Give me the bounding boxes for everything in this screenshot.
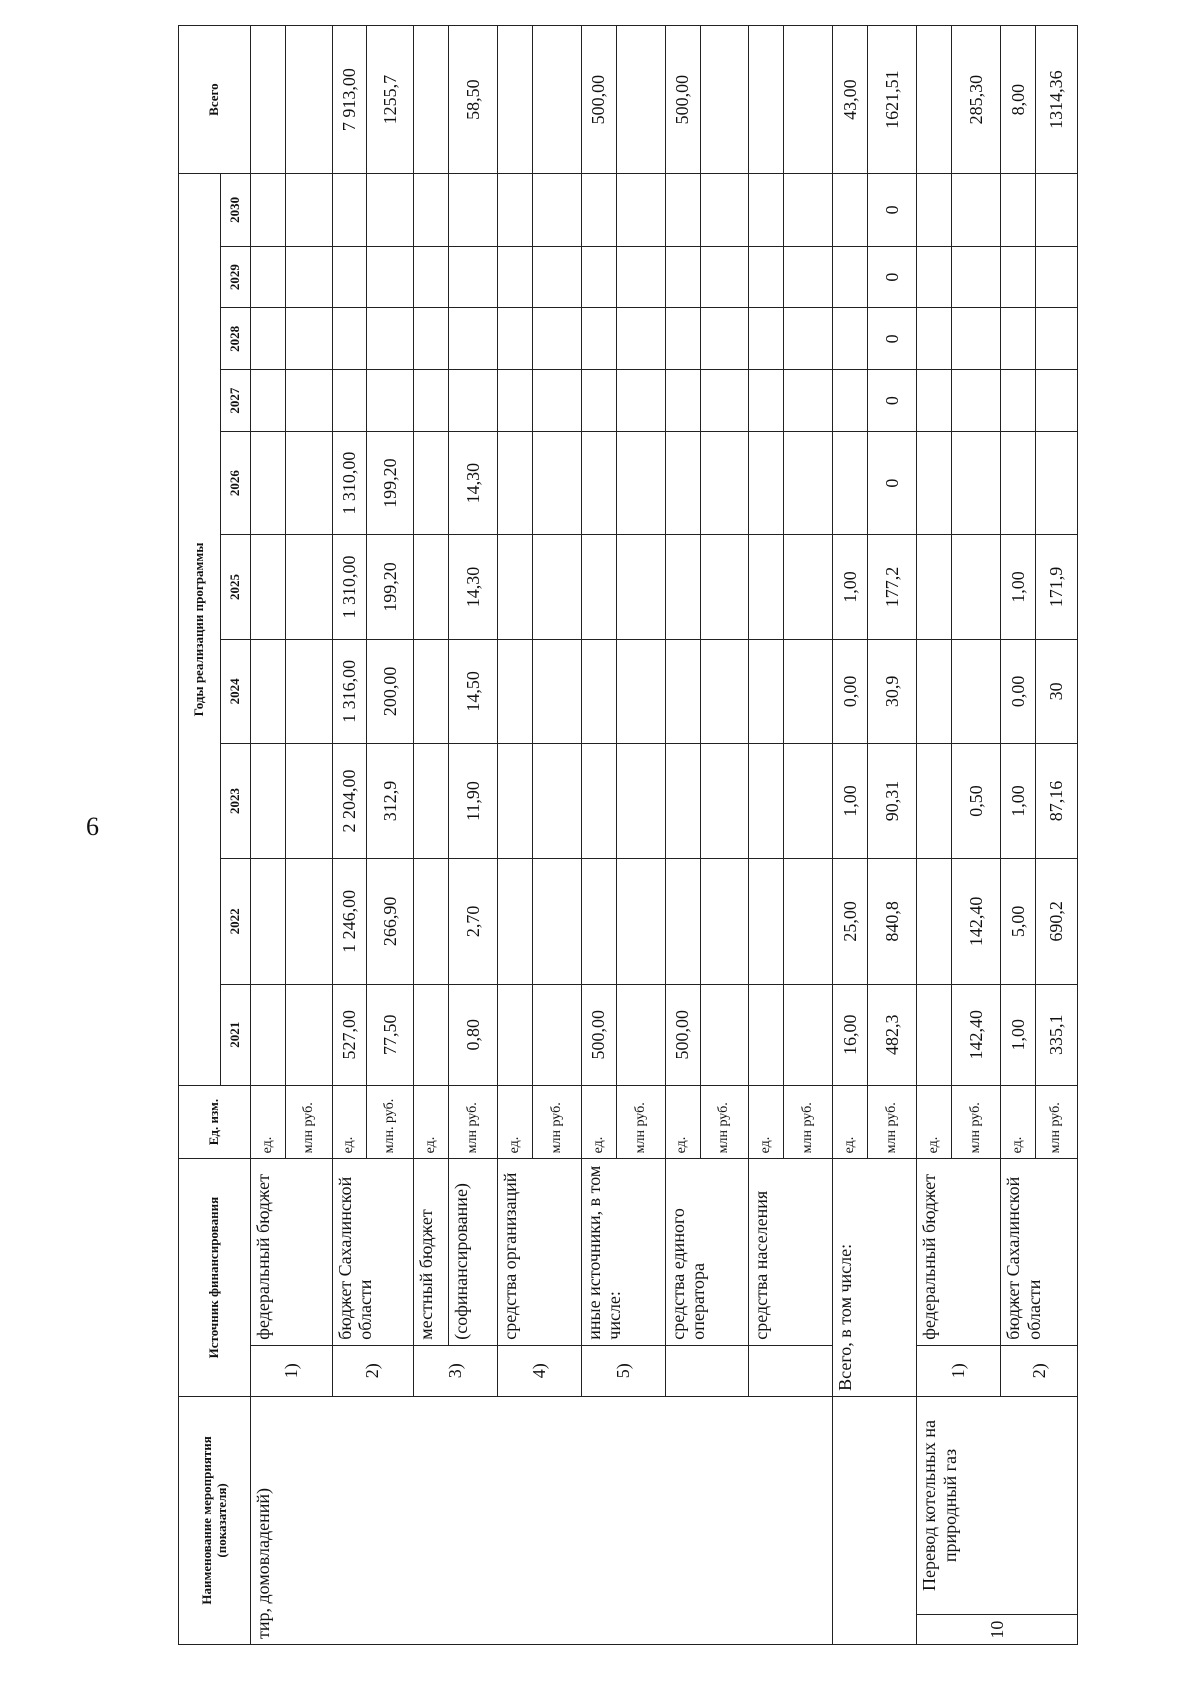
year-value-cell <box>616 535 665 639</box>
page-number: 6 <box>86 812 99 841</box>
year-value-cell: 500,00 <box>581 984 616 1085</box>
year-value-cell <box>952 639 1001 743</box>
year-value-cell <box>952 535 1001 639</box>
year-value-cell <box>1035 308 1077 370</box>
year-value-cell <box>497 431 532 534</box>
source-index: 4) <box>497 1345 581 1396</box>
year-value-cell <box>285 535 332 639</box>
year-value-cell <box>784 859 833 985</box>
source-single-operator: средства единого оператора <box>665 1159 749 1345</box>
year-value-cell <box>784 535 833 639</box>
year-value-cell: 527,00 <box>332 984 367 1085</box>
year-value-cell <box>448 308 497 370</box>
year-value-cell <box>1000 246 1035 308</box>
source-local-budget: местный бюджет <box>414 1159 449 1345</box>
total-value-cell: 1255,7 <box>367 26 414 174</box>
year-value-cell <box>917 859 952 985</box>
year-value-cell: 690,2 <box>1035 859 1077 985</box>
year-value-cell <box>665 744 700 859</box>
total-value-cell: 1621,51 <box>868 26 917 174</box>
source-index: 2) <box>332 1345 414 1396</box>
year-value-cell <box>1035 370 1077 432</box>
header-year: 2022 <box>221 859 251 985</box>
year-value-cell <box>616 744 665 859</box>
year-value-cell <box>414 370 449 432</box>
unit-cell: ед. <box>833 1085 868 1158</box>
year-value-cell: 0,00 <box>1000 639 1035 743</box>
year-value-cell: 77,50 <box>367 984 414 1085</box>
year-value-cell <box>1035 174 1077 247</box>
total-value-cell: 58,50 <box>448 26 497 174</box>
year-value-cell: 312,9 <box>367 744 414 859</box>
year-value-cell <box>952 308 1001 370</box>
year-value-cell <box>952 370 1001 432</box>
year-value-cell: 11,90 <box>448 744 497 859</box>
year-value-cell <box>414 984 449 1085</box>
year-value-cell <box>665 308 700 370</box>
year-value-cell: 0,00 <box>833 639 868 743</box>
year-value-cell <box>700 984 749 1085</box>
header-measure: Наименование мероприятия (показателя) <box>179 1396 251 1644</box>
source-organizations: средства организаций <box>497 1159 581 1345</box>
total-value-cell <box>532 26 581 174</box>
year-value-cell: 177,2 <box>868 535 917 639</box>
unit-cell: млн руб. <box>784 1085 833 1158</box>
header-unit: Ед. изм. <box>179 1085 251 1158</box>
year-value-cell <box>665 431 700 534</box>
source-other: иные источники, в том числе: <box>581 1159 665 1345</box>
year-value-cell <box>251 174 286 247</box>
source-population: средства населения <box>749 1159 833 1345</box>
header-year: 2028 <box>221 308 251 370</box>
year-value-cell: 482,3 <box>868 984 917 1085</box>
year-value-cell <box>616 308 665 370</box>
year-value-cell <box>367 308 414 370</box>
year-value-cell <box>332 174 367 247</box>
year-value-cell <box>952 246 1001 308</box>
year-value-cell <box>532 174 581 247</box>
year-value-cell <box>497 859 532 985</box>
header-years-group: Годы реализации программы <box>179 174 221 1086</box>
year-value-cell <box>833 370 868 432</box>
header-year: 2023 <box>221 744 251 859</box>
total-value-cell: 43,00 <box>833 26 868 174</box>
year-value-cell <box>581 370 616 432</box>
year-value-cell: 1,00 <box>1000 535 1035 639</box>
year-value-cell <box>749 639 784 743</box>
unit-cell: млн руб. <box>285 1085 332 1158</box>
year-value-cell <box>1000 370 1035 432</box>
year-value-cell <box>784 308 833 370</box>
year-value-cell <box>749 431 784 534</box>
total-value-cell <box>251 26 286 174</box>
unit-cell: ед. <box>497 1085 532 1158</box>
total-value-cell: 7 913,00 <box>332 26 367 174</box>
year-value-cell <box>497 370 532 432</box>
unit-cell: ед. <box>917 1085 952 1158</box>
total-value-cell <box>700 26 749 174</box>
year-value-cell: 335,1 <box>1035 984 1077 1085</box>
year-value-cell <box>784 174 833 247</box>
year-value-cell <box>917 370 952 432</box>
year-value-cell: 30 <box>1035 639 1077 743</box>
year-value-cell: 0 <box>868 174 917 247</box>
year-value-cell: 0,50 <box>952 744 1001 859</box>
year-value-cell <box>749 246 784 308</box>
year-value-cell <box>917 639 952 743</box>
year-value-cell <box>700 246 749 308</box>
year-value-cell: 1,00 <box>1000 744 1035 859</box>
year-value-cell <box>749 308 784 370</box>
unit-cell: ед. <box>665 1085 700 1158</box>
year-value-cell <box>532 246 581 308</box>
header-total: Всего <box>179 26 251 174</box>
year-value-cell: 90,31 <box>868 744 917 859</box>
year-value-cell <box>251 639 286 743</box>
year-value-cell <box>700 431 749 534</box>
header-source: Источник финансирования <box>179 1159 251 1397</box>
year-value-cell <box>414 308 449 370</box>
year-value-cell <box>917 984 952 1085</box>
year-value-cell <box>784 246 833 308</box>
total-value-cell <box>749 26 784 174</box>
header-year: 2030 <box>221 174 251 247</box>
year-value-cell <box>1000 431 1035 534</box>
source-federal-budget: федеральный бюджет <box>251 1159 333 1345</box>
source-index: 3) <box>414 1345 498 1396</box>
total-value-cell: 500,00 <box>581 26 616 174</box>
year-value-cell <box>285 174 332 247</box>
year-value-cell <box>532 370 581 432</box>
year-value-cell <box>952 174 1001 247</box>
year-value-cell: 266,90 <box>367 859 414 985</box>
total-value-cell <box>414 26 449 174</box>
header-year: 2021 <box>221 984 251 1085</box>
year-value-cell <box>367 174 414 247</box>
year-value-cell <box>497 984 532 1085</box>
year-value-cell: 87,16 <box>1035 744 1077 859</box>
year-value-cell <box>414 246 449 308</box>
year-value-cell <box>784 984 833 1085</box>
total-value-cell: 1314,36 <box>1035 26 1077 174</box>
year-value-cell <box>581 246 616 308</box>
year-value-cell <box>532 431 581 534</box>
year-value-cell <box>665 535 700 639</box>
year-value-cell <box>616 859 665 985</box>
year-value-cell <box>251 984 286 1085</box>
year-value-cell <box>581 744 616 859</box>
year-value-cell <box>448 370 497 432</box>
total-value-cell <box>497 26 532 174</box>
year-value-cell <box>251 370 286 432</box>
year-value-cell <box>833 431 868 534</box>
year-value-cell <box>532 308 581 370</box>
year-value-cell <box>784 370 833 432</box>
rotated-table-area <box>178 25 1078 1702</box>
year-value-cell <box>497 308 532 370</box>
year-value-cell <box>665 246 700 308</box>
year-value-cell <box>833 174 868 247</box>
year-value-cell <box>532 859 581 985</box>
year-value-cell <box>251 744 286 859</box>
year-value-cell <box>414 859 449 985</box>
year-value-cell <box>414 744 449 859</box>
year-value-cell <box>581 431 616 534</box>
year-value-cell <box>332 308 367 370</box>
unit-cell: млн руб. <box>448 1085 497 1158</box>
year-value-cell: 25,00 <box>833 859 868 985</box>
unit-cell: млн руб. <box>952 1085 1001 1158</box>
source-sakhalin-budget: бюджет Сахалинской области <box>332 1159 414 1345</box>
year-value-cell <box>581 308 616 370</box>
total-value-cell <box>285 26 332 174</box>
year-value-cell <box>616 174 665 247</box>
year-value-cell <box>285 744 332 859</box>
year-value-cell <box>285 984 332 1085</box>
year-value-cell: 199,20 <box>367 431 414 534</box>
year-value-cell <box>497 639 532 743</box>
unit-cell: ед. <box>414 1085 449 1158</box>
year-value-cell <box>917 744 952 859</box>
year-value-cell <box>581 174 616 247</box>
unit-cell: млн руб. <box>868 1085 917 1158</box>
year-value-cell <box>917 308 952 370</box>
year-value-cell <box>448 246 497 308</box>
year-value-cell: 5,00 <box>1000 859 1035 985</box>
year-value-cell <box>497 744 532 859</box>
year-value-cell: 2 204,00 <box>332 744 367 859</box>
year-value-cell: 142,40 <box>952 859 1001 985</box>
year-value-cell <box>1000 174 1035 247</box>
year-value-cell <box>700 535 749 639</box>
year-value-cell <box>251 431 286 534</box>
year-value-cell: 500,00 <box>665 984 700 1085</box>
year-value-cell <box>749 370 784 432</box>
year-value-cell <box>251 308 286 370</box>
year-value-cell <box>952 431 1001 534</box>
year-value-cell <box>917 246 952 308</box>
year-value-cell: 142,40 <box>952 984 1001 1085</box>
year-value-cell <box>700 744 749 859</box>
header-year: 2029 <box>221 246 251 308</box>
year-value-cell: 171,9 <box>1035 535 1077 639</box>
year-value-cell: 0 <box>868 431 917 534</box>
year-value-cell <box>784 744 833 859</box>
year-value-cell <box>581 859 616 985</box>
year-value-cell: 840,8 <box>868 859 917 985</box>
year-value-cell <box>497 174 532 247</box>
unit-cell: млн руб. <box>700 1085 749 1158</box>
source-index-empty <box>749 1345 833 1396</box>
year-value-cell <box>917 174 952 247</box>
year-value-cell <box>414 639 449 743</box>
year-value-cell <box>285 431 332 534</box>
unit-cell: ед. <box>332 1085 367 1158</box>
year-value-cell <box>784 639 833 743</box>
source-index: 1) <box>917 1345 1001 1396</box>
year-value-cell: 14,30 <box>448 431 497 534</box>
year-value-cell: 0 <box>868 308 917 370</box>
year-value-cell <box>749 859 784 985</box>
year-value-cell <box>497 246 532 308</box>
year-value-cell <box>700 308 749 370</box>
year-value-cell <box>665 639 700 743</box>
unit-cell: ед. <box>1000 1085 1035 1158</box>
measure-10-name: Перевод котельных на природный газ <box>917 1396 1078 1614</box>
source-index: 1) <box>251 1345 333 1396</box>
year-value-cell <box>414 431 449 534</box>
year-value-cell <box>532 984 581 1085</box>
year-value-cell <box>665 370 700 432</box>
year-value-cell <box>332 246 367 308</box>
year-value-cell <box>414 174 449 247</box>
year-value-cell <box>616 370 665 432</box>
year-value-cell <box>251 246 286 308</box>
year-value-cell <box>749 984 784 1085</box>
year-value-cell <box>251 535 286 639</box>
year-value-cell: 1 246,00 <box>332 859 367 985</box>
year-value-cell <box>414 535 449 639</box>
year-value-cell: 14,30 <box>448 535 497 639</box>
year-value-cell <box>532 639 581 743</box>
year-value-cell: 1 310,00 <box>332 431 367 534</box>
year-value-cell: 14,50 <box>448 639 497 743</box>
year-value-cell <box>784 431 833 534</box>
source-local-cofinancing: (софинансирование) <box>448 1159 497 1345</box>
year-value-cell <box>332 370 367 432</box>
measure-9-fragment: тир, домовладений) <box>251 1396 833 1644</box>
year-value-cell <box>367 370 414 432</box>
source-index: 5) <box>581 1345 665 1396</box>
year-value-cell <box>581 535 616 639</box>
year-value-cell <box>616 431 665 534</box>
year-value-cell <box>700 639 749 743</box>
total-label: Всего, в том числе: <box>833 1159 917 1397</box>
year-value-cell <box>616 246 665 308</box>
year-value-cell <box>285 308 332 370</box>
year-value-cell: 1,00 <box>833 744 868 859</box>
year-value-cell <box>285 370 332 432</box>
measure-9-total-blank <box>833 1396 917 1644</box>
header-year: 2026 <box>221 431 251 534</box>
unit-cell: млн руб. <box>532 1085 581 1158</box>
year-value-cell <box>833 246 868 308</box>
year-value-cell: 16,00 <box>833 984 868 1085</box>
year-value-cell: 1,00 <box>1000 984 1035 1085</box>
year-value-cell <box>616 639 665 743</box>
unit-cell: ед. <box>251 1085 286 1158</box>
year-value-cell <box>497 535 532 639</box>
year-value-cell <box>917 535 952 639</box>
year-value-cell <box>285 246 332 308</box>
year-value-cell <box>749 174 784 247</box>
year-value-cell: 1 310,00 <box>332 535 367 639</box>
total-value-cell <box>784 26 833 174</box>
year-value-cell <box>581 639 616 743</box>
year-value-cell <box>833 308 868 370</box>
year-value-cell <box>749 535 784 639</box>
unit-cell: ед. <box>581 1085 616 1158</box>
total-value-cell: 285,30 <box>952 26 1001 174</box>
year-value-cell <box>367 246 414 308</box>
year-value-cell <box>749 744 784 859</box>
measure-10-number: 10 <box>917 1615 1078 1645</box>
year-value-cell <box>532 744 581 859</box>
source-index: 2) <box>1000 1345 1077 1396</box>
year-value-cell <box>616 984 665 1085</box>
year-value-cell: 200,00 <box>367 639 414 743</box>
year-value-cell <box>700 859 749 985</box>
unit-cell: млн. руб. <box>367 1085 414 1158</box>
year-value-cell <box>285 859 332 985</box>
total-value-cell: 8,00 <box>1000 26 1035 174</box>
source-index-empty <box>665 1345 749 1396</box>
year-value-cell <box>1000 308 1035 370</box>
header-year: 2027 <box>221 370 251 432</box>
source-sakhalin-budget: бюджет Сахалинской области <box>1000 1159 1077 1345</box>
year-value-cell: 1 316,00 <box>332 639 367 743</box>
year-value-cell <box>448 174 497 247</box>
total-value-cell <box>616 26 665 174</box>
total-value-cell <box>917 26 952 174</box>
year-value-cell <box>1035 431 1077 534</box>
year-value-cell: 199,20 <box>367 535 414 639</box>
year-value-cell <box>532 535 581 639</box>
year-value-cell: 0,80 <box>448 984 497 1085</box>
year-value-cell <box>665 174 700 247</box>
year-value-cell <box>700 174 749 247</box>
year-value-cell: 0 <box>868 370 917 432</box>
unit-cell: млн руб. <box>1035 1085 1077 1158</box>
header-year: 2025 <box>221 535 251 639</box>
year-value-cell <box>1035 246 1077 308</box>
year-value-cell <box>917 431 952 534</box>
year-value-cell: 1,00 <box>833 535 868 639</box>
header-year: 2024 <box>221 639 251 743</box>
unit-cell: ед. <box>749 1085 784 1158</box>
year-value-cell: 30,9 <box>868 639 917 743</box>
year-value-cell <box>285 639 332 743</box>
year-value-cell: 2,70 <box>448 859 497 985</box>
financing-table <box>178 25 1078 1645</box>
total-value-cell: 500,00 <box>665 26 700 174</box>
year-value-cell <box>665 859 700 985</box>
year-value-cell <box>700 370 749 432</box>
unit-cell: млн руб. <box>616 1085 665 1158</box>
year-value-cell <box>251 859 286 985</box>
source-federal-budget: федеральный бюджет <box>917 1159 1001 1345</box>
year-value-cell: 0 <box>868 246 917 308</box>
